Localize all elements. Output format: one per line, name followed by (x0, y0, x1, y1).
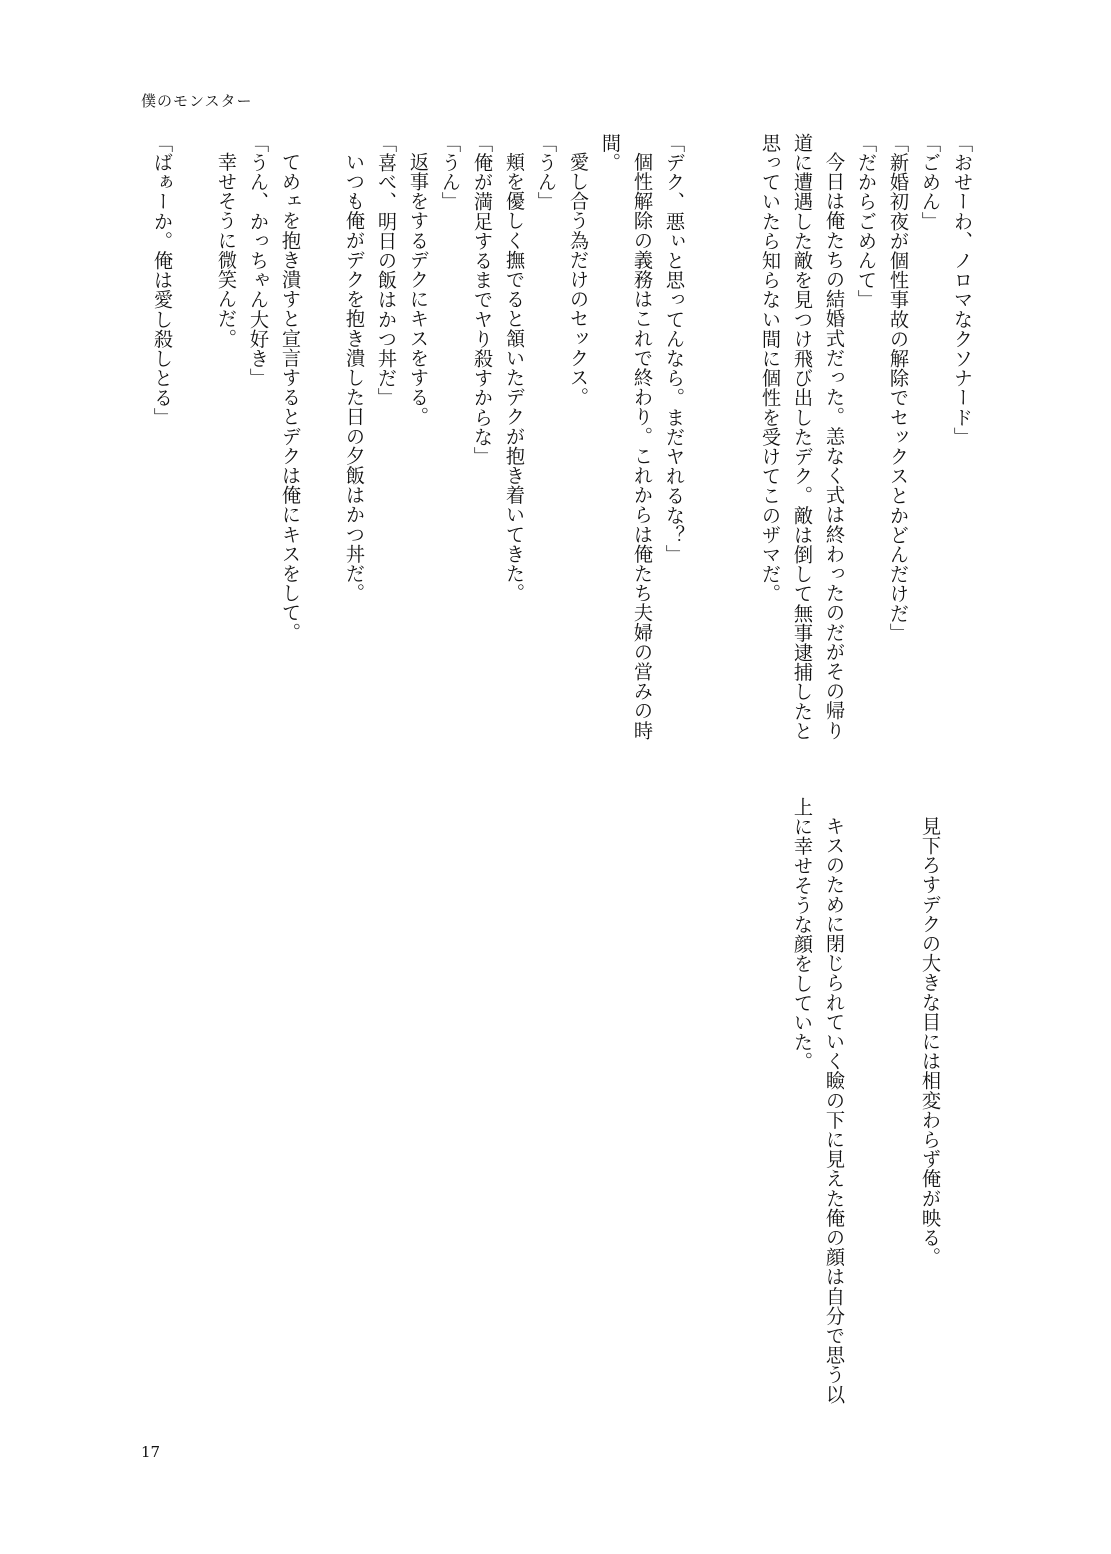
text-column: キスのために閉じられていく瞼の下に見えた俺の顔は自分で思う以 (823, 816, 846, 1404)
text-column: てめェを抱き潰すと宣言するとデクは俺にキスをして。 (279, 152, 302, 642)
text-column: 思っていたら知らない間に個性を受けてこのザマだ。 (759, 133, 782, 604)
text-column: 見下ろすデクの大きな目には相変わらず俺が映る。 (919, 816, 942, 1267)
text-column: 「デク、悪ぃと思ってんなら。まだヤれるな？」 (663, 133, 686, 565)
text-column: 「だからごめんて」 (855, 133, 878, 310)
text-column: 個性解除の義務はこれで終わり。これからは俺たち夫婦の営みの時 (631, 152, 654, 740)
text-column: 間。 (599, 133, 622, 173)
text-column: 「うん、かっちゃん大好き」 (247, 133, 270, 388)
text-column: 「うん」 (439, 133, 462, 212)
text-column: 「ばぁーか。俺は愛し殺しとる」 (151, 133, 174, 427)
text-column: 「新婚初夜が個性事故の解除でセックスとかどんだけだ」 (887, 133, 910, 643)
running-header: 僕のモンスター (141, 92, 253, 110)
text-column: 上に幸せそうな顔をしていた。 (791, 797, 814, 1072)
text-column: 今日は俺たちの結婚式だった。恙なく式は終わったのだがその帰り (823, 152, 846, 740)
text-column: いつも俺がデクを抱き潰した日の夕飯はかつ丼だ。 (343, 152, 366, 603)
text-column: 道に遭遇した敵を見つけ飛び出したデク。敵は倒して無事逮捕したと (791, 133, 814, 741)
text-column: 「おせーわ、ノロマなクソナード」 (951, 133, 974, 447)
text-column: 「喜べ、明日の飯はかつ丼だ」 (375, 133, 398, 408)
text-column: 幸せそうに微笑んだ。 (215, 152, 238, 348)
text-column: 返事をするデクにキスをする。 (407, 152, 430, 427)
text-column: 愛し合う為だけのセックス。 (567, 152, 590, 407)
text-column: 「うん」 (535, 133, 558, 212)
text-column: 「俺が満足するまでヤり殺すからな」 (471, 133, 494, 467)
page-number: 17 (141, 1443, 161, 1461)
text-column: 頬を優しく撫でると頷いたデクが抱き着いてきた。 (503, 152, 526, 603)
text-column: 「ごめん」 (919, 133, 942, 231)
